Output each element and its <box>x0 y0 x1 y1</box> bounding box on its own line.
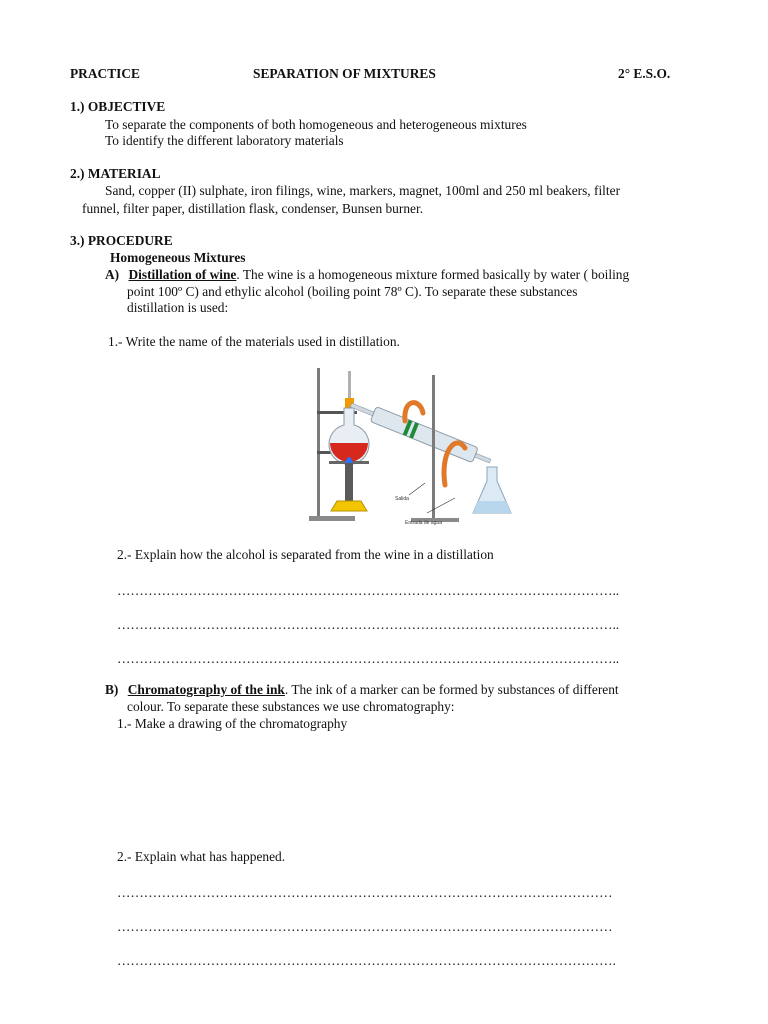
header-grade: 2° E.S.O. <box>618 66 671 81</box>
material-line-2: funnel, filter paper, distillation flask, condenser, Bunsen burner. <box>82 201 424 216</box>
section-b-text-1: . The ink of a marker can be formed by substances of different <box>284 682 619 697</box>
section-a-question-2: 2.- Explain how the alcohol is separated from the wine in a distillation <box>117 547 494 562</box>
section-b-label: B) <box>105 682 119 697</box>
section-b-line-1 <box>105 682 619 698</box>
label-in: Entrada de agua <box>405 520 442 526</box>
section-a-title: Distillation of wine <box>128 267 237 282</box>
header-practice: PRACTICE <box>70 66 140 81</box>
water-hose-out <box>405 403 423 421</box>
answer-line-a-1[interactable]: ………………………………………………………………………………………………….. <box>117 583 620 598</box>
drawing-area[interactable] <box>117 742 697 842</box>
answer-line-b-2[interactable]: ………………………………………………………………………………………………… <box>117 919 613 934</box>
section-a-label: A) <box>105 267 120 282</box>
distillate-liquid <box>473 501 511 513</box>
section-a-line-3: distillation is used: <box>127 300 229 315</box>
material-line-1: Sand, copper (II) sulphate, iron filings, wine, markers, magnet, 100ml and 250 ml beakers, filter <box>105 183 621 198</box>
label-line-out <box>409 483 425 495</box>
stand-base-left <box>309 516 355 521</box>
label-out: Salida <box>395 496 409 502</box>
section-b-question-2: 2.- Explain what has happened. <box>117 849 286 864</box>
section-b-question-1: 1.- Make a drawing of the chromatography <box>117 716 348 731</box>
homogeneous-subheading: Homogeneous Mixtures <box>110 250 246 265</box>
header-title: SEPARATION OF MIXTURES <box>253 66 436 81</box>
section-a-question-1: 1.- Write the name of the materials used in distillation. <box>108 334 400 349</box>
section-a-text-1: . The wine is a homogeneous mixture formed basically by water ( boiling <box>236 267 630 282</box>
burner-base <box>331 501 367 511</box>
answer-line-b-3[interactable]: …………………………………………………………………………………………………. <box>117 953 616 968</box>
section-a-line-1 <box>105 267 629 283</box>
stand-rod-right <box>432 375 435 521</box>
objective-line-1: To separate the components of both homogeneous and heterogeneous mixtures <box>105 117 527 132</box>
section-b-line-2: colour. To separate these substances we use chromatography: <box>127 699 455 714</box>
burner-tube <box>345 463 353 501</box>
material-heading: 2.) MATERIAL <box>70 166 161 181</box>
section-a-line-2: point 100º C) and ethylic alcohol (boiling point 78º C). To separate these substances <box>127 284 578 299</box>
stand-rod-left <box>317 368 320 518</box>
label-line-in <box>427 498 455 513</box>
answer-line-b-1[interactable]: ………………………………………………………………………………………………… <box>117 885 613 900</box>
procedure-heading: 3.) PROCEDURE <box>70 233 173 248</box>
answer-line-a-3[interactable]: ………………………………………………………………………………………………….. <box>117 651 620 666</box>
answer-line-a-2[interactable]: ………………………………………………………………………………………………….. <box>117 617 620 632</box>
distillation-apparatus-figure <box>305 363 517 526</box>
section-b-title: Chromatography of the ink <box>127 682 285 697</box>
objective-heading: 1.) OBJECTIVE <box>70 99 166 114</box>
objective-line-2: To identify the different laboratory materials <box>105 133 344 148</box>
